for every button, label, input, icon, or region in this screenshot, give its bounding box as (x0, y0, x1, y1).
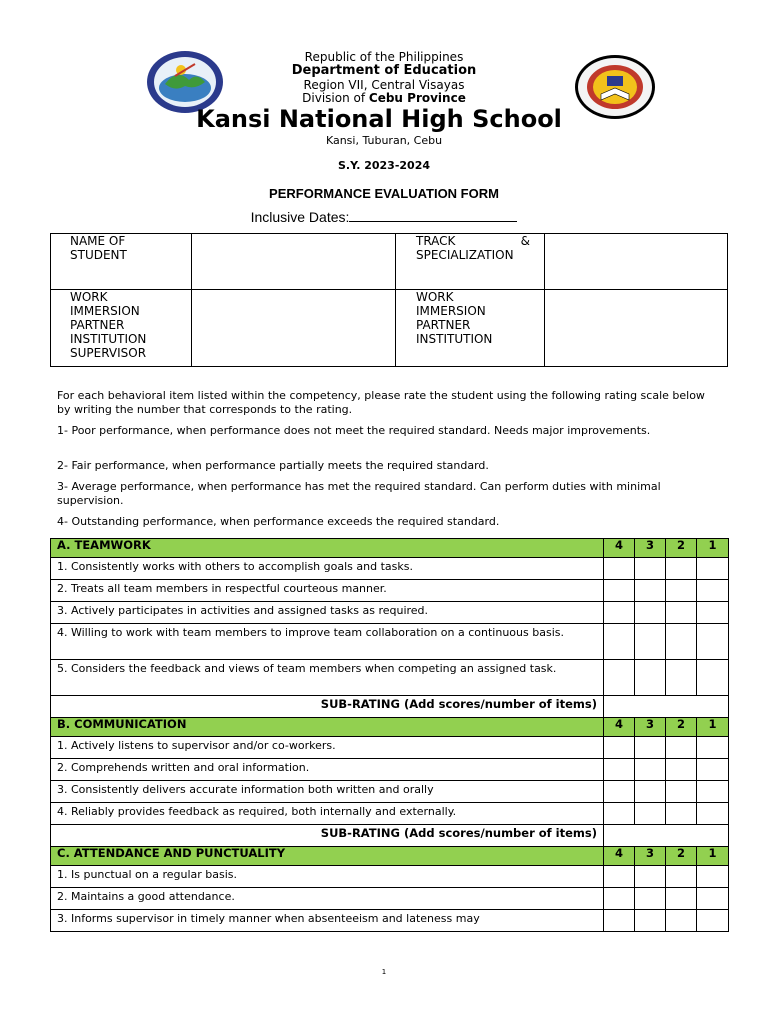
track-field[interactable] (545, 234, 728, 290)
rating-box-1[interactable] (697, 888, 729, 910)
criterion-text: 3. Consistently delivers accurate information both written and orally (51, 781, 604, 803)
rating-box-1[interactable] (697, 781, 729, 803)
dates-blank-line[interactable] (349, 208, 517, 222)
division-prefix: Division of (302, 91, 369, 105)
rating-box-1[interactable] (697, 624, 729, 660)
rating-box-1[interactable] (697, 737, 729, 759)
student-name-field[interactable] (192, 234, 396, 290)
rating-box-3[interactable] (635, 866, 666, 888)
rating-box-4[interactable] (604, 781, 635, 803)
school-address: Kansi, Tuburan, Cebu (325, 134, 443, 147)
rating-column-header: 3 (635, 847, 666, 866)
rating-box-4[interactable] (604, 602, 635, 624)
name-label-line: STUDENT (70, 248, 127, 262)
criterion-text: 1. Is punctual on a regular basis. (51, 866, 604, 888)
scale-item: 4- Outstanding performance, when performance exceeds the required standard. (57, 515, 500, 528)
label-line: SUPERVISOR (70, 346, 147, 360)
rating-column-header: 2 (666, 539, 697, 558)
rating-box-4[interactable] (604, 759, 635, 781)
table-row (51, 803, 729, 825)
subrating-row (51, 825, 729, 847)
track-label-cell (396, 234, 545, 290)
table-row (51, 602, 729, 624)
inclusive-dates (0, 208, 768, 225)
rating-box-2[interactable] (666, 737, 697, 759)
criterion-text: 5. Considers the feedback and views of team members when competing an assigned task. (51, 660, 604, 696)
rating-column-header: 1 (697, 718, 729, 737)
label-line: IMMERSION (416, 304, 486, 318)
rating-box-1[interactable] (697, 660, 729, 696)
criterion-text: 3. Actively participates in activities and assigned tasks as required. (51, 602, 604, 624)
label-line: PARTNER (70, 318, 125, 332)
rating-column-header: 4 (604, 539, 635, 558)
rating-column-header: 3 (635, 539, 666, 558)
rating-box-3[interactable] (635, 803, 666, 825)
rating-box-4[interactable] (604, 910, 635, 932)
division-name: Cebu Province (368, 91, 466, 105)
rating-box-1[interactable] (697, 558, 729, 580)
rating-column-header: 1 (697, 847, 729, 866)
school-year: S.Y. 2023-2024 (337, 159, 431, 172)
institution-field[interactable] (545, 290, 728, 367)
rating-box-3[interactable] (635, 910, 666, 932)
name-label-line: NAME OF (70, 234, 126, 248)
criterion-text: 4. Reliably provides feedback as required, both internally and externally. (51, 803, 604, 825)
rating-column-header: 4 (604, 718, 635, 737)
rating-box-4[interactable] (604, 737, 635, 759)
supervisor-label-cell (51, 290, 192, 367)
scale-item: 1- Poor performance, when performance does not meet the required standard. Needs major improvements. (57, 424, 651, 437)
instructions-intro: For each behavioral item listed within the competency, please rate the student using the following rating scale below by writing the number that corresponds to the rating. (57, 389, 705, 416)
rating-box-2[interactable] (666, 580, 697, 602)
criterion-text: 2. Treats all team members in respectful courteous manner. (51, 580, 604, 602)
section-header-teamwork (51, 539, 729, 558)
criterion-text: 3. Informs supervisor in timely manner when absenteeism and lateness may (51, 910, 604, 932)
rating-box-3[interactable] (635, 759, 666, 781)
rating-box-3[interactable] (635, 558, 666, 580)
scale-item: 2- Fair performance, when performance partially meets the required standard. (57, 459, 489, 472)
student-info-table (50, 233, 728, 367)
label-line: PARTNER (416, 318, 471, 332)
table-row (51, 558, 729, 580)
rating-box-1[interactable] (697, 866, 729, 888)
table-row (51, 660, 729, 696)
subrating-score-box[interactable] (604, 825, 729, 847)
rating-box-2[interactable] (666, 624, 697, 660)
criterion-text: 2. Comprehends written and oral information. (51, 759, 604, 781)
rating-box-2[interactable] (666, 803, 697, 825)
dates-label: Inclusive Dates: (250, 209, 350, 225)
rating-box-3[interactable] (635, 781, 666, 803)
rating-box-4[interactable] (604, 888, 635, 910)
section-title: B. COMMUNICATION (51, 718, 604, 737)
label-line: INSTITUTION (416, 332, 493, 346)
rating-box-2[interactable] (666, 781, 697, 803)
criterion-text: 1. Consistently works with others to accomplish goals and tasks. (51, 558, 604, 580)
rating-box-1[interactable] (697, 759, 729, 781)
department-text: Department of Education (291, 63, 477, 78)
subrating-label: SUB-RATING (Add scores/number of items) (51, 696, 604, 718)
rating-box-1[interactable] (697, 910, 729, 932)
rating-box-4[interactable] (604, 660, 635, 696)
rating-box-2[interactable] (666, 759, 697, 781)
rating-column-header: 1 (697, 539, 729, 558)
table-row (51, 888, 729, 910)
rating-column-header: 3 (635, 718, 666, 737)
criterion-text: 2. Maintains a good attendance. (51, 888, 604, 910)
scale-item: 3- Average performance, when performance has met the required standard. Can perform duties with minimal supervision. (57, 480, 661, 507)
table-row (51, 910, 729, 932)
section-header-attendance (51, 847, 729, 866)
rating-table (50, 538, 729, 932)
criterion-text: 1. Actively listens to supervisor and/or co-workers. (51, 737, 604, 759)
rating-box-3[interactable] (635, 660, 666, 696)
label-line: WORK (416, 290, 454, 304)
school-name: Kansi National High School (196, 105, 562, 133)
rating-box-3[interactable] (635, 624, 666, 660)
institution-label-cell (396, 290, 545, 367)
rating-box-3[interactable] (635, 580, 666, 602)
track-ampersand: & (520, 234, 530, 248)
rating-column-header: 4 (604, 847, 635, 866)
table-row (51, 759, 729, 781)
section-header-communication (51, 718, 729, 737)
rating-box-4[interactable] (604, 624, 635, 660)
rating-box-2[interactable] (666, 558, 697, 580)
criterion-text: 4. Willing to work with team members to improve team collaboration on a continuous basis. (51, 624, 604, 660)
rating-box-1[interactable] (697, 602, 729, 624)
rating-box-2[interactable] (666, 888, 697, 910)
rating-box-3[interactable] (635, 602, 666, 624)
rating-box-2[interactable] (666, 866, 697, 888)
rating-box-3[interactable] (635, 737, 666, 759)
rating-column-header: 2 (666, 847, 697, 866)
rating-box-1[interactable] (697, 580, 729, 602)
section-title: C. ATTENDANCE AND PUNCTUALITY (51, 847, 604, 866)
label-line: WORK (70, 290, 108, 304)
rating-box-2[interactable] (666, 910, 697, 932)
rating-box-2[interactable] (666, 602, 697, 624)
rating-box-1[interactable] (697, 803, 729, 825)
page-number: 1 (381, 968, 387, 976)
subrating-score-box[interactable] (604, 696, 729, 718)
rating-box-4[interactable] (604, 803, 635, 825)
rating-column-header: 2 (666, 718, 697, 737)
supervisor-field[interactable] (192, 290, 396, 367)
form-title: PERFORMANCE EVALUATION FORM (269, 186, 499, 201)
rating-box-4[interactable] (604, 558, 635, 580)
specialization-word: SPECIALIZATION (416, 248, 514, 262)
name-label-cell (51, 234, 192, 290)
table-row (51, 737, 729, 759)
table-row (51, 866, 729, 888)
label-line: IMMERSION (70, 304, 140, 318)
rating-box-2[interactable] (666, 660, 697, 696)
subrating-row (51, 696, 729, 718)
table-row (51, 580, 729, 602)
subrating-label: SUB-RATING (Add scores/number of items) (51, 825, 604, 847)
section-title: A. TEAMWORK (51, 539, 604, 558)
region-text: Region VII, Central Visayas (303, 78, 465, 92)
table-row (51, 781, 729, 803)
rating-box-4[interactable] (604, 866, 635, 888)
rating-box-4[interactable] (604, 580, 635, 602)
track-word: TRACK (416, 234, 456, 248)
republic-text: Republic of the Philippines (304, 50, 464, 64)
rating-box-3[interactable] (635, 888, 666, 910)
table-row (51, 624, 729, 660)
label-line: INSTITUTION (70, 332, 147, 346)
